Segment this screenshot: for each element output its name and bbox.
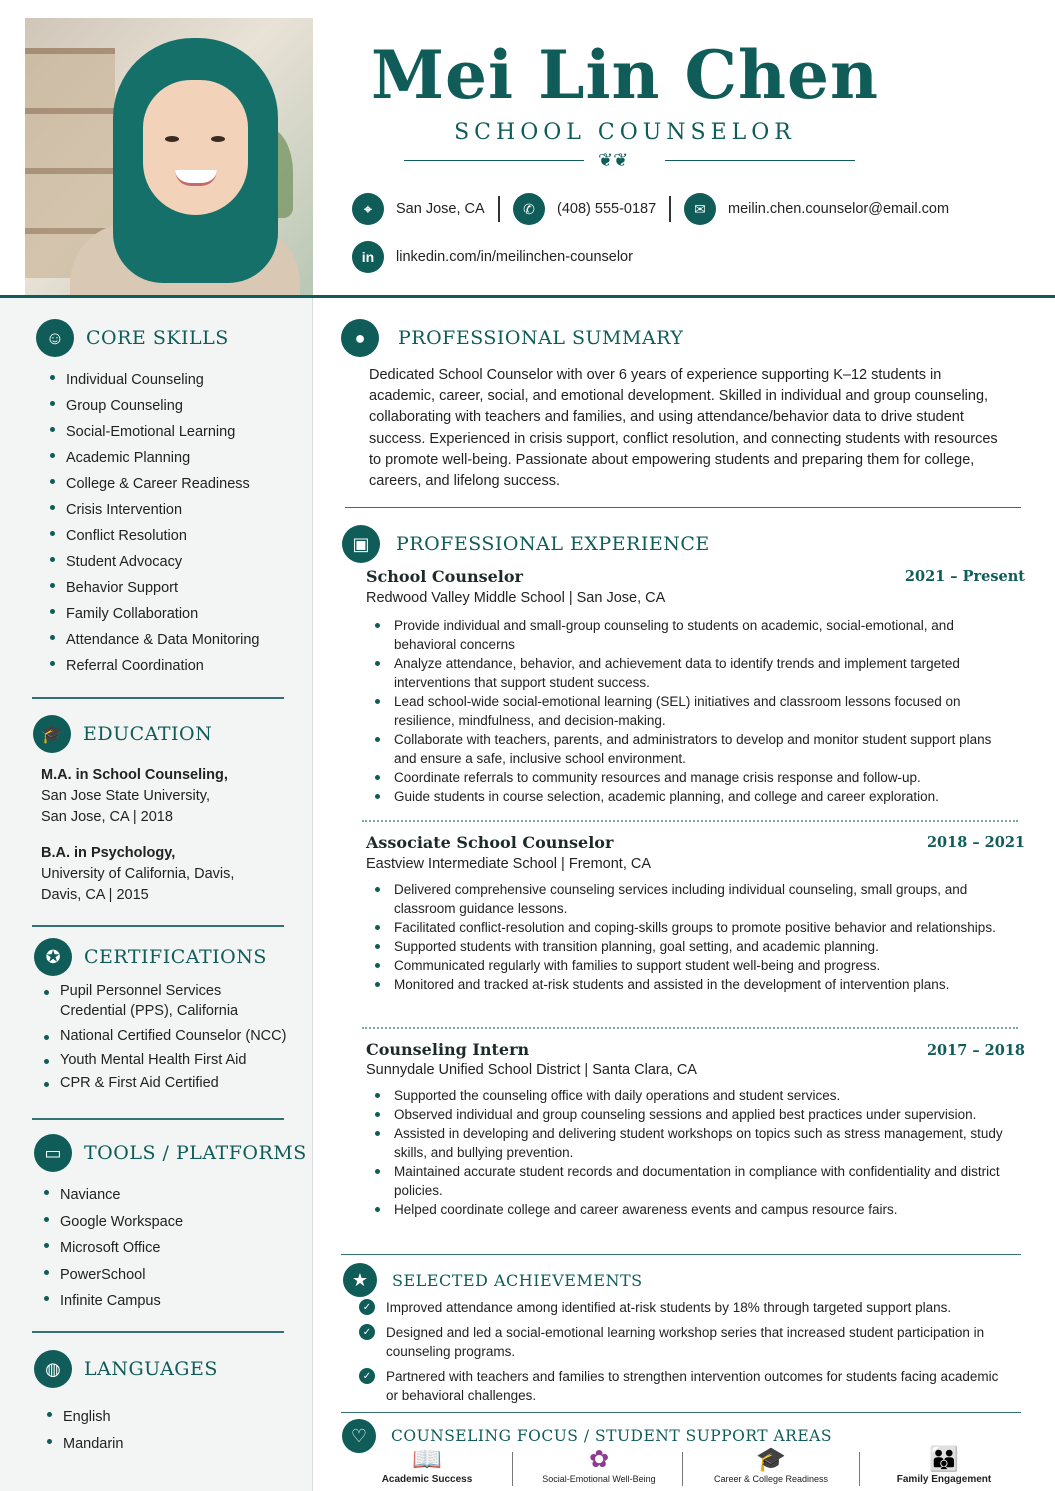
job-dates: 2018 – 2021 (926, 834, 1025, 851)
list-item: Family Collaboration (46, 601, 259, 627)
contact-email[interactable]: ✉ meilin.chen.counselor@email.com (684, 193, 949, 225)
contact-location: ⌖ San Jose, CA (352, 193, 485, 225)
list-item: Lead school-wide social-emotional learning (SEL) initiatives and classroom lessons focused on resilience, mindfulness, and decision-making. (366, 692, 1006, 730)
list-item: Microsoft Office (40, 1235, 183, 1262)
person-icon: ☺ (36, 319, 74, 357)
profile-photo (25, 18, 313, 296)
languages-heading: ◍ LANGUAGES (34, 1350, 218, 1388)
focus-family: 👪 Family Engagement (896, 1446, 992, 1485)
monitor-icon: ▭ (34, 1134, 72, 1172)
header-rule-right (665, 160, 855, 161)
graduation-cap-icon: 🎓 (756, 1446, 786, 1473)
tools-list (40, 1182, 183, 1315)
experience-heading: ▣ PROFESSIONAL EXPERIENCE (342, 525, 710, 563)
list-item: Supported students with transition planning, goal setting, and academic planning. (366, 937, 1006, 956)
list-item: Attendance & Data Monitoring (46, 627, 259, 653)
list-item: Google Workspace (40, 1209, 183, 1236)
job-title: School Counselor (366, 567, 523, 586)
list-item: Guide students in course selection, academic planning, and college and career exploration. (366, 787, 1006, 806)
briefcase-icon: ▣ (342, 525, 380, 563)
education-heading: 🎓 EDUCATION (33, 715, 212, 753)
job-dates: 2017 – 2018 (926, 1042, 1025, 1059)
job-title: Associate School Counselor (366, 833, 614, 852)
candidate-name: Mei Lin Chen (370, 36, 880, 114)
list-item: College & Career Readiness (46, 471, 259, 497)
family-icon: 👪 (929, 1446, 959, 1473)
job-bullets (366, 1086, 1006, 1219)
job-org: Sunnydale Unified School District | Santa Clara, CA (366, 1062, 697, 1078)
list-item: Academic Planning (46, 445, 259, 471)
list-item: Group Counseling (46, 393, 259, 419)
award-ribbon-icon: ✪ (34, 938, 72, 976)
list-item: ✓ Designed and led a social-emotional learning workshop series that increased student participation in counseling programs. (359, 1323, 1009, 1361)
list-item: ✓ Partnered with teachers and families to strengthen intervention outcomes for students facing academic or behavioral challenges. (359, 1367, 1009, 1405)
list-item: Analyze attendance, behavior, and achievement data to identify trends and implement targeted interventions that support student success. (366, 654, 1006, 692)
summary-text: Dedicated School Counselor with over 6 years of experience supporting K–12 students in academic, career, social, and emotional development. Skilled in individual and group counseling, collaborating with teachers and families, and using attendance/behavior data to drive student success. Experienced in crisis support, conflict resolution, and connecting students with resources to promote well-being. Passionate about empowering students and preparing them for college, careers, and lifelong success. (369, 367, 998, 490)
heart-icon: ♡ (342, 1419, 376, 1453)
list-item: Behavior Support (46, 575, 259, 601)
certifications-heading: ✪ CERTIFICATIONS (34, 938, 267, 976)
check-icon: ✓ (359, 1324, 375, 1340)
list-item: English (43, 1404, 123, 1431)
focus-career: 🎓 Career & College Readiness (713, 1446, 829, 1484)
list-item: National Certified Counselor (NCC) (40, 1027, 286, 1047)
job-org: Redwood Valley Middle School | San Jose, CA (366, 590, 666, 606)
list-item: Maintained accurate student records and documentation in compliance with confidentiality and district policies. (366, 1162, 1006, 1200)
list-item: Infinite Campus (40, 1288, 183, 1315)
list-item: Provide individual and small-group counseling to students on academic, social-emotional, and behavioral concerns (366, 616, 1006, 654)
user-icon: ● (341, 319, 379, 357)
star-icon: ★ (343, 1263, 377, 1297)
job-title: Counseling Intern (366, 1040, 530, 1059)
list-item: Assisted in developing and delivering student workshops on topics such as stress management, study skills, and bullying prevention. (366, 1124, 1006, 1162)
list-item: Crisis Intervention (46, 497, 259, 523)
list-item: Coordinate referrals to community resources and manage crisis response and follow-up. (366, 768, 1006, 787)
list-item: Delivered comprehensive counseling services including individual counseling, small groups, and classroom guidance lessons. (366, 880, 1006, 918)
list-item: Referral Coordination (46, 653, 259, 679)
summary-heading: ● PROFESSIONAL SUMMARY (341, 319, 683, 357)
graduation-cap-icon: 🎓 (33, 715, 71, 753)
tools-heading: ▭ TOOLS / PLATFORMS (34, 1134, 307, 1172)
candidate-role: SCHOOL COUNSELOR (454, 120, 796, 145)
list-item: Communicated regularly with families to support student well-being and progress. (366, 956, 1006, 975)
focus-wellbeing: ✿ Social-Emotional Well-Being (542, 1446, 656, 1484)
job-bullets (366, 616, 1006, 806)
focus-heading: ♡ COUNSELING FOCUS / STUDENT SUPPORT AREAS (342, 1419, 832, 1453)
brain-icon: ✿ (588, 1446, 610, 1473)
job-org: Eastview Intermediate School | Fremont, CA (366, 856, 652, 872)
leaf-ornament-icon: ❦❦ (598, 150, 629, 170)
certifications-list (40, 982, 286, 1094)
list-item: Collaborate with teachers, parents, and administrators to develop and monitor student support plans and ensure a safe, inclusive school environment. (366, 730, 1006, 768)
skills-list (46, 367, 259, 679)
list-item: Individual Counseling (46, 367, 259, 393)
phone-icon: ✆ (513, 193, 545, 225)
list-item: PowerSchool (40, 1262, 183, 1289)
contact-phone: ✆ (408) 555-0187 (513, 193, 656, 225)
list-item: CPR & First Aid Certified (40, 1074, 286, 1094)
list-item: Youth Mental Health First Aid (40, 1051, 286, 1071)
list-item: Social-Emotional Learning (46, 419, 259, 445)
header-rule-left (404, 160, 584, 161)
job-dates: 2021 – Present (904, 568, 1025, 585)
list-item: Supported the counseling office with daily operations and student services. (366, 1086, 1006, 1105)
contact-linkedin[interactable]: in linkedin.com/in/meilinchen-counselor (352, 241, 633, 273)
list-item: Mandarin (43, 1431, 123, 1458)
list-item: Monitored and tracked at-risk students and assisted in the development of intervention plans. (366, 975, 1006, 994)
achievements-list (359, 1298, 1009, 1411)
list-item: Helped coordinate college and career awareness events and campus resource fairs. (366, 1200, 1006, 1219)
globe-icon: ◍ (34, 1350, 72, 1388)
email-icon: ✉ (684, 193, 716, 225)
list-item: ✓ Improved attendance among identified at-risk students by 18% through targeted support plans. (359, 1298, 1009, 1317)
book-icon: 📖 (412, 1446, 442, 1473)
check-icon: ✓ (359, 1368, 375, 1384)
list-item: Conflict Resolution (46, 523, 259, 549)
education-entry: B.A. in Psychology, University of California, Davis, Davis, CA | 2015 (41, 845, 235, 903)
check-icon: ✓ (359, 1299, 375, 1315)
location-pin-icon: ⌖ (352, 193, 384, 225)
job-bullets (366, 880, 1006, 994)
linkedin-icon: in (352, 241, 384, 273)
languages-list (43, 1404, 123, 1457)
list-item: Naviance (40, 1182, 183, 1209)
list-item: Facilitated conflict-resolution and coping-skills groups to promote positive behavior and relationships. (366, 918, 1006, 937)
list-item: Student Advocacy (46, 549, 259, 575)
list-item: Pupil Personnel Services Credential (PPS), California (40, 982, 286, 1021)
achievements-heading: ★ SELECTED ACHIEVEMENTS (343, 1263, 643, 1297)
list-item: Observed individual and group counseling sessions and applied best practices under supervision. (366, 1105, 1006, 1124)
education-entry: M.A. in School Counseling, San Jose State University, San Jose, CA | 2018 (41, 767, 228, 825)
focus-academic: 📖 Academic Success (381, 1446, 473, 1485)
skills-heading: ☺ CORE SKILLS (36, 319, 229, 357)
